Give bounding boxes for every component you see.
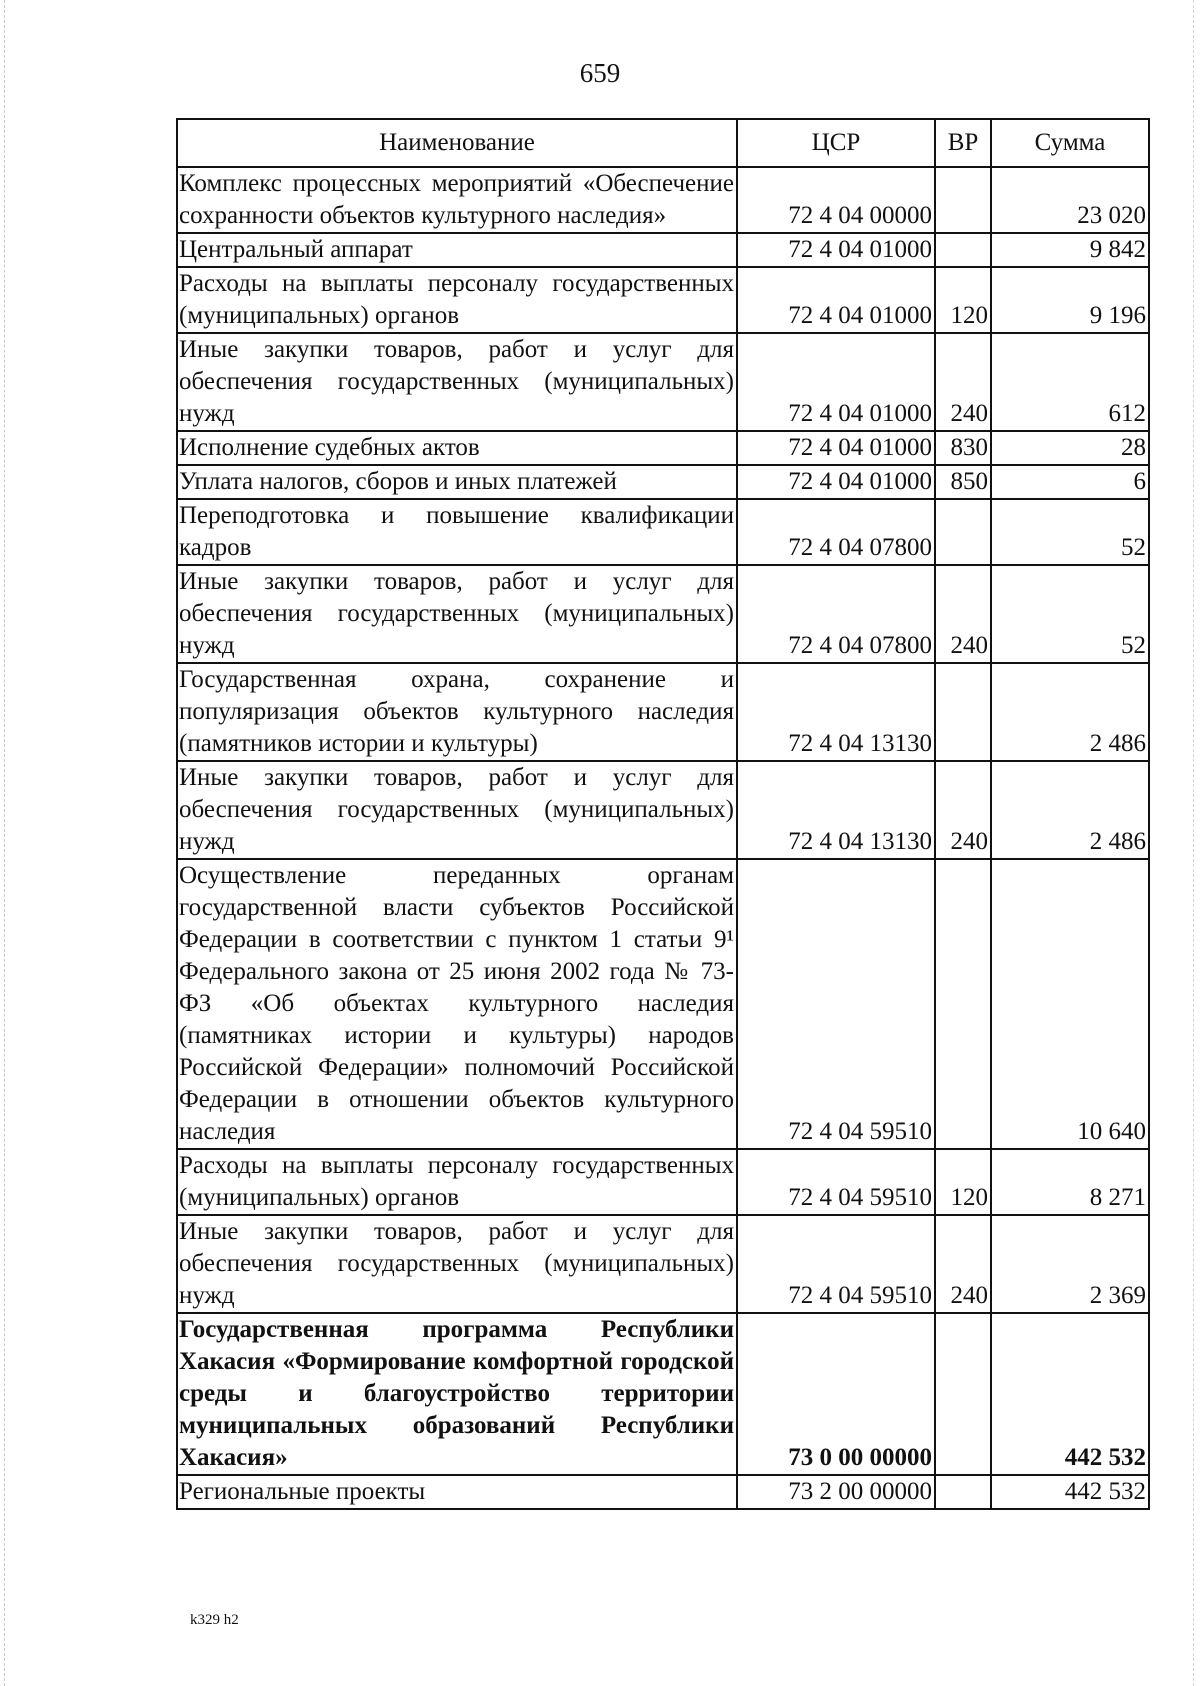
cell-csr: 72 4 04 01000 — [737, 267, 935, 333]
cell-csr: 72 4 04 13130 — [737, 761, 935, 859]
cell-name: Иные закупки товаров, работ и услуг для обеспечения государственных (муниципальных) нужд — [177, 1215, 737, 1313]
table-row — [177, 465, 1149, 499]
cell-sum: 2 486 — [991, 761, 1149, 859]
cell-vr: 240 — [935, 333, 991, 431]
cell-name: Расходы на выплаты персоналу государственных (муниципальных) органов — [177, 1149, 737, 1215]
cell-vr — [935, 859, 991, 1149]
cell-name: Региональные проекты — [177, 1475, 737, 1509]
cell-vr — [935, 167, 991, 233]
cell-csr: 72 4 04 01000 — [737, 333, 935, 431]
cell-sum: 2 486 — [991, 663, 1149, 761]
cell-name: Государственная программа Республики Хакасия «Формирование комфортной городской среды и благоустройство территории муниципальных образований Республики Хакасия» — [177, 1313, 737, 1475]
cell-name: Иные закупки товаров, работ и услуг для обеспечения государственных (муниципальных) нужд — [177, 565, 737, 663]
cell-sum: 9 196 — [991, 267, 1149, 333]
cell-csr: 72 4 04 59510 — [737, 859, 935, 1149]
cell-name: Переподготовка и повышение квалификации кадров — [177, 499, 737, 565]
cell-sum: 6 — [991, 465, 1149, 499]
cell-name: Осуществление переданных органам государственной власти субъектов Российской Федерации в соответствии с пунктом 1 статьи 9¹ Федерального закона от 25 июня 2002 года № 73-ФЗ «Об объектах культурного наследия (памятниках истории и культуры) народов Российской Федерации» полномочий Российской Федерации в отношении объектов культурного наследия — [177, 859, 737, 1149]
cell-sum: 28 — [991, 431, 1149, 465]
cell-csr: 72 4 04 01000 — [737, 233, 935, 267]
cell-name: Государственная охрана, сохранение и популяризация объектов культурного наследия (памятников истории и культуры) — [177, 663, 737, 761]
cell-sum: 52 — [991, 565, 1149, 663]
cell-name: Комплекс процессных мероприятий «Обеспечение сохранности объектов культурного наследия» — [177, 167, 737, 233]
cell-vr: 120 — [935, 267, 991, 333]
cell-vr: 120 — [935, 1149, 991, 1215]
table-row — [177, 499, 1149, 565]
cell-name: Уплата налогов, сборов и иных платежей — [177, 465, 737, 499]
scan-edge-right — [1193, 0, 1194, 1686]
cell-sum: 2 369 — [991, 1215, 1149, 1313]
scan-edge-left — [4, 0, 5, 1686]
table-row — [177, 761, 1149, 859]
cell-csr: 73 0 00 00000 — [737, 1313, 935, 1475]
header-vr: ВР — [935, 119, 991, 167]
cell-sum: 612 — [991, 333, 1149, 431]
cell-sum: 9 842 — [991, 233, 1149, 267]
cell-csr: 72 4 04 00000 — [737, 167, 935, 233]
budget-table — [176, 118, 1150, 1510]
cell-csr: 72 4 04 59510 — [737, 1149, 935, 1215]
cell-vr — [935, 663, 991, 761]
footer-code: k329 h2 — [190, 1612, 239, 1628]
cell-vr — [935, 1475, 991, 1509]
table-row — [177, 565, 1149, 663]
cell-csr: 72 4 04 01000 — [737, 431, 935, 465]
cell-csr: 72 4 04 07800 — [737, 565, 935, 663]
table-header-row — [177, 119, 1149, 167]
cell-vr — [935, 233, 991, 267]
header-name: Наименование — [177, 119, 737, 167]
cell-csr: 72 4 04 01000 — [737, 465, 935, 499]
cell-sum: 8 271 — [991, 1149, 1149, 1215]
header-csr: ЦСР — [737, 119, 935, 167]
cell-name: Иные закупки товаров, работ и услуг для обеспечения государственных (муниципальных) нужд — [177, 761, 737, 859]
table-row — [177, 1313, 1149, 1475]
table-row — [177, 859, 1149, 1149]
cell-csr: 73 2 00 00000 — [737, 1475, 935, 1509]
cell-name: Расходы на выплаты персоналу государственных (муниципальных) органов — [177, 267, 737, 333]
cell-csr: 72 4 04 07800 — [737, 499, 935, 565]
cell-vr — [935, 499, 991, 565]
cell-vr: 850 — [935, 465, 991, 499]
table-body — [177, 167, 1149, 1509]
table-row — [177, 1215, 1149, 1313]
cell-sum: 10 640 — [991, 859, 1149, 1149]
cell-name: Исполнение судебных актов — [177, 431, 737, 465]
cell-sum: 52 — [991, 499, 1149, 565]
cell-csr: 72 4 04 59510 — [737, 1215, 935, 1313]
cell-vr — [935, 1313, 991, 1475]
table-row — [177, 167, 1149, 233]
cell-csr: 72 4 04 13130 — [737, 663, 935, 761]
table-row — [177, 1149, 1149, 1215]
cell-sum: 442 532 — [991, 1313, 1149, 1475]
table-row — [177, 267, 1149, 333]
cell-name: Центральный аппарат — [177, 233, 737, 267]
page-number: 659 — [579, 58, 621, 88]
cell-name: Иные закупки товаров, работ и услуг для обеспечения государственных (муниципальных) нужд — [177, 333, 737, 431]
cell-vr: 830 — [935, 431, 991, 465]
cell-sum: 23 020 — [991, 167, 1149, 233]
table-row — [177, 1475, 1149, 1509]
table-row — [177, 431, 1149, 465]
table-row — [177, 333, 1149, 431]
cell-vr: 240 — [935, 1215, 991, 1313]
cell-vr: 240 — [935, 565, 991, 663]
table-row — [177, 663, 1149, 761]
table-row — [177, 233, 1149, 267]
cell-sum: 442 532 — [991, 1475, 1149, 1509]
header-sum: Сумма — [991, 119, 1149, 167]
cell-vr: 240 — [935, 761, 991, 859]
